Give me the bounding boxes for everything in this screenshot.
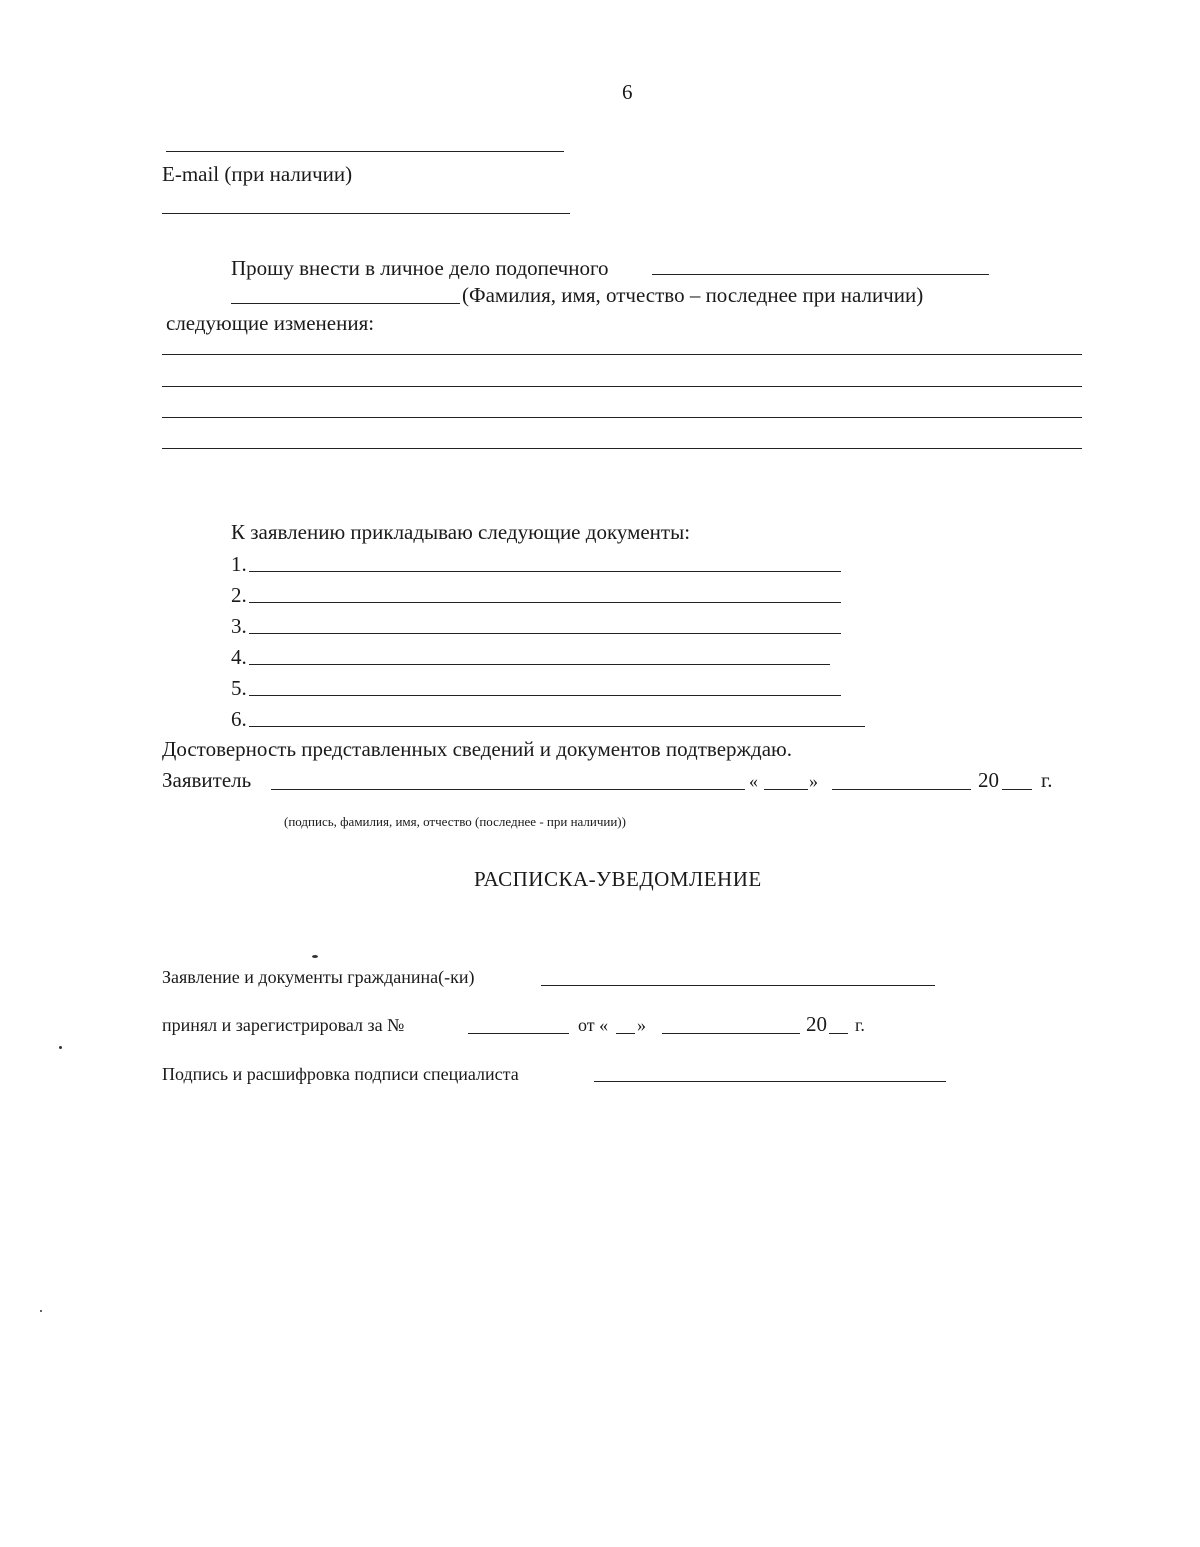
from-label: от « — [578, 1015, 609, 1035]
receipt-year-suffix: г. — [855, 1015, 865, 1035]
changes-line[interactable] — [162, 354, 1082, 355]
attachments-heading: К заявлению прикладываю следующие документы: — [231, 520, 691, 544]
attachment-line[interactable] — [249, 633, 841, 634]
registration-number-line[interactable] — [468, 1033, 569, 1034]
receipt-day-line[interactable] — [616, 1033, 635, 1034]
page-number: 6 — [622, 80, 633, 104]
email-line[interactable] — [162, 213, 570, 214]
attachment-number: 5. — [231, 676, 247, 700]
attachment-number: 1. — [231, 552, 247, 576]
scan-speck — [312, 955, 318, 958]
day-line[interactable] — [764, 789, 808, 790]
request-intro: Прошу внести в личное дело подопечного — [231, 256, 609, 280]
scan-speck — [59, 1046, 62, 1049]
applicant-label: Заявитель — [162, 768, 252, 792]
signature-hint: (подпись, фамилия, имя, отчество (последнее - при наличии)) — [284, 814, 626, 829]
receipt-year-line[interactable] — [829, 1033, 848, 1034]
phone-line[interactable] — [166, 151, 564, 152]
specialist-signature-line[interactable] — [594, 1081, 946, 1082]
attachment-line[interactable] — [249, 726, 865, 727]
receipt-month-line[interactable] — [662, 1033, 800, 1034]
receipt-title: РАСПИСКА-УВЕДОМЛЕНИЕ — [474, 867, 762, 891]
confirmation-statement: Достоверность представленных сведений и документов подтверждаю. — [162, 737, 792, 761]
receipt-year-prefix: 20 — [806, 1012, 827, 1036]
ward-name-line[interactable] — [652, 274, 989, 275]
ward-name-line-2[interactable] — [231, 303, 460, 304]
email-label: E-mail (при наличии) — [162, 162, 353, 186]
changes-line[interactable] — [162, 417, 1082, 418]
month-line[interactable] — [832, 789, 971, 790]
attachment-line[interactable] — [249, 695, 841, 696]
citizen-name-line[interactable] — [541, 985, 935, 986]
changes-line[interactable] — [162, 386, 1082, 387]
date-quote-open: « — [749, 771, 758, 791]
attachment-number: 2. — [231, 583, 247, 607]
specialist-label: Подпись и расшифровка подписи специалиста — [162, 1064, 519, 1084]
receipt-quote-close: » — [637, 1015, 646, 1035]
attachment-line[interactable] — [249, 602, 841, 603]
changes-label: следующие изменения: — [166, 311, 375, 335]
year-line[interactable] — [1002, 789, 1032, 790]
name-hint: (Фамилия, имя, отчество – последнее при наличии) — [462, 283, 924, 307]
scan-speck — [40, 1310, 42, 1312]
attachment-number: 6. — [231, 707, 247, 731]
documents-label: Заявление и документы гражданина(-ки) — [162, 967, 475, 987]
attachment-number: 3. — [231, 614, 247, 638]
changes-line[interactable] — [162, 448, 1082, 449]
year-prefix: 20 — [978, 768, 999, 792]
attachment-line[interactable] — [249, 571, 841, 572]
year-suffix: г. — [1041, 768, 1053, 792]
attachment-number: 4. — [231, 645, 247, 669]
attachment-line[interactable] — [249, 664, 830, 665]
date-quote-close: » — [809, 771, 818, 791]
applicant-signature-line[interactable] — [271, 789, 745, 790]
registered-label: принял и зарегистрировал за № — [162, 1015, 405, 1035]
